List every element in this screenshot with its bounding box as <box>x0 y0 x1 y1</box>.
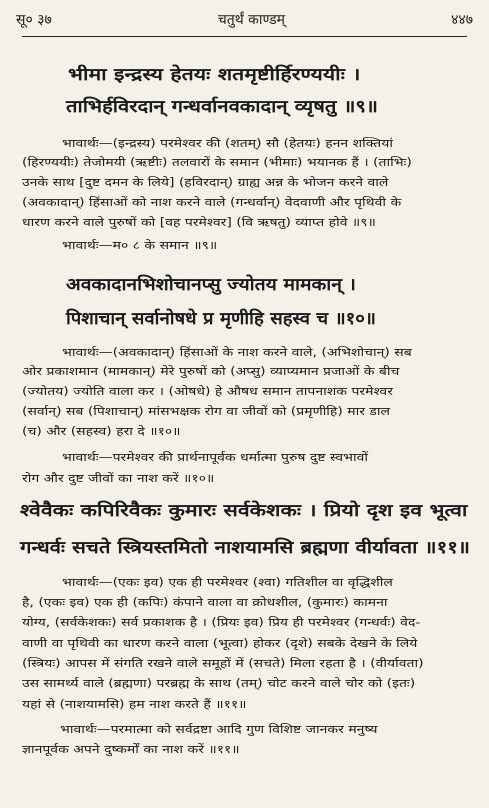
page-number: ४४७ <box>451 11 473 28</box>
commentary-line: (सर्वान्) सब (पिशाचान्) मांसभक्षक रोग वा जीवों को (प्रमृणीहि) मार डाल <box>22 405 391 418</box>
section-title: चतुर्थं काण्डम् <box>217 11 286 28</box>
commentary-line: (स्त्रियः) आपस में संगति रखने वाले समूहों में (सचते) मिला रहता है । (वीर्यावता) <box>22 657 424 670</box>
commentary-line: भावार्थः—(अवकादान्) हिंसाओं के नाश करने वाले, (अभिशोचान्) सब <box>62 346 412 359</box>
commentary-line: (अवकादान्) हिंसाओं को नाश करने वाले (गन्धर्वान्) वेदवाणी और पृथिवी के <box>22 196 402 209</box>
commentary-line: उस सामर्थ्य वाले (ब्रह्मणा) परब्रह्म के साथ (तम्) चोट करने वाले चोर को (इतः) <box>22 677 416 690</box>
commentary-line: भावार्थः—परमात्मा को सर्वद्रष्टा आदि गुण विशिष्ट जानकर मनुष्य <box>60 723 378 736</box>
commentary-line: ज्ञानपूर्वक अपने दुष्कर्मों का नाश करें ॥११॥ <box>22 743 240 756</box>
sukta-number: सू० ३७ <box>16 11 52 28</box>
verse-line: ताभिर्हविरदान् गन्धर्वानवकादान् व्यृषतु ॥९॥ <box>66 97 378 117</box>
commentary-line: यहां से (नाशयामसि) हम नाश करते हैं ॥११॥ <box>22 698 247 711</box>
verse-line: श्वेवैकः कपिरिवैकः कुमारः सर्वकेशकः । प्रियो दृश इव भूत्वा <box>20 501 468 521</box>
commentary-line: उनके साथ [दुष्ट दमन के लिये] (हविरदान्) ग्राह्य अन्न के भोजन करने वाले <box>22 176 389 189</box>
commentary-line: भावार्थः—(एकः इव) एक ही परमेश्वर (श्वा) गतिशील वा वृद्धिशील <box>62 576 393 589</box>
commentary-line: (हिरण्ययीः) तेजोमयी (ऋष्टीः) तलवारों के समान (भीमाः) भयानक हैं । (ताभिः) <box>22 156 412 169</box>
verse-line: अवकादानभिशोचानप्सु ज्योतय मामकान् । <box>66 275 356 295</box>
commentary-line: है, (एकः इव) एक ही (कपिः) कंपाने वाला वा क्रोधशील, (कुमारः) कामना <box>22 596 388 609</box>
verse-line: पिशाचान् सर्वानोषधे प्र मृणीहि सहस्व च ॥१०॥ <box>66 309 376 329</box>
commentary-line: योग्य, (सर्वकेशकः) सर्व प्रकाशक है । (प्रियः इव) प्रिय ही परमेश्वर (गन्धर्वः) वेद- <box>22 616 421 629</box>
commentary-line: (ज्योतय) ज्योति वाला कर । (ओषधे) हे औषध समान तापनाशक परमेश्वर <box>22 385 393 398</box>
commentary-line: (च) और (सहस्व) हरा दे ॥१०॥ <box>22 425 181 438</box>
commentary-line: भावार्थः—म० ८ के समान ॥९॥ <box>62 239 218 252</box>
commentary-line: रोग और दुष्ट जीवों का नाश करें ॥१०॥ <box>22 472 215 485</box>
commentary-line: वाणी वा पृथिवी का धारण करने वाला (भूत्वा) होकर (दृशे) सबके देखने के लिये <box>22 637 418 650</box>
verse-line: भीमा इन्द्रस्य हेतयः शतमृष्टीर्हिरण्ययीः । <box>68 65 361 85</box>
commentary-line: धारण करने वाले पुरुषों को [वह परमेश्वर] (वि ऋषतु) व्याप्त होवे ॥९॥ <box>22 216 376 229</box>
page-header <box>16 6 473 32</box>
header-rule <box>22 36 467 37</box>
commentary-line: ओर प्रकाशमान (मामकान्) मेरे पुरुषों को (अप्सु) व्याप्यमान प्रजाओं के बीच <box>22 365 400 378</box>
verse-line: गन्धर्वः सचते स्त्रियस्तमितो नाशयामसि ब्रह्मणा वीर्यावता ॥११॥ <box>20 538 470 558</box>
commentary-line: भावार्थः—(इन्द्रस्य) परमेश्वर की (शतम्) सौ (हेतयः) हनन शक्तियां <box>62 137 393 150</box>
commentary-line: भावार्थः—परमेश्वर की प्रार्थनापूर्वक धर्मात्मा पुरुष दुष्ट स्वभावों <box>62 451 368 464</box>
